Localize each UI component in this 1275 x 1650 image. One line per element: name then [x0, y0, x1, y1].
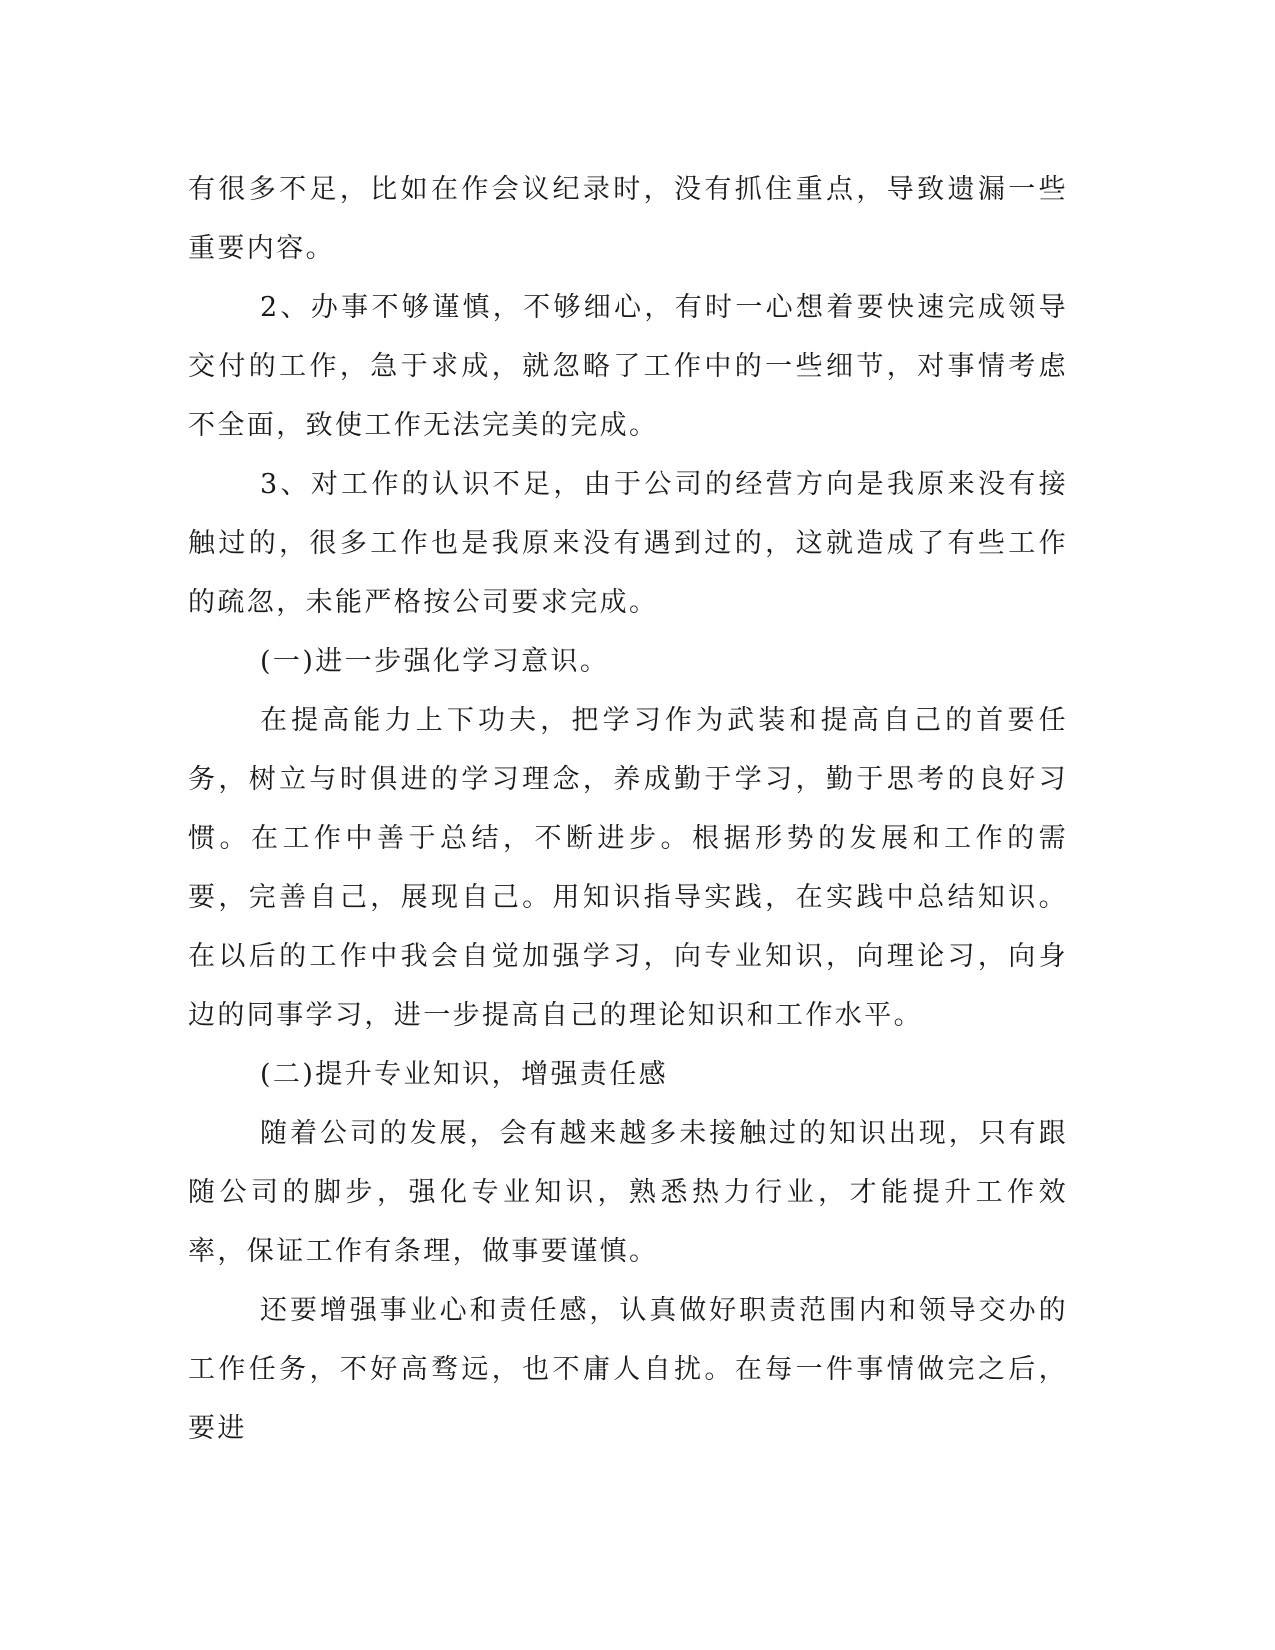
section-heading-2: (二)提升专业知识，增强责任感 — [260, 1059, 669, 1090]
paragraph-section-1-body: 在提高能力上下功夫，把学习作为武装和提高自己的首要任务，树立与时俱进的学习理念，养成勤于学习，勤于思考的良好习惯。在工作中善于总结，不断进步。根据形势的发展和工作的需要，完善自己，展现自己。用知识指导实践，在实践中总结知识。在以后的工作中我会自觉加强学习，向专业知识，向理论习，向身边的同事学习，进一步提高自己的理论知识和工作水平。 — [188, 705, 1068, 1031]
paragraph-section-2-body-2: 还要增强事业心和责任感，认真做好职责范围内和领导交办的工作任务，不好高骛远，也不庸人自扰。在每一件事情做完之后，要进 — [188, 1295, 1068, 1444]
paragraph-item-2: 2、办事不够谨慎，不够细心，有时一心想着要快速完成领导交付的工作，急于求成，就忽略了工作中的一些细节，对事情考虑不全面，致使工作无法完美的完成。 — [188, 292, 1068, 441]
document-body — [188, 160, 1068, 1458]
paragraph-section-2-body-1: 随着公司的发展，会有越来越多未接触过的知识出现，只有跟随公司的脚步，强化专业知识，熟悉热力行业，才能提升工作效率，保证工作有条理，做事要谨慎。 — [188, 1118, 1068, 1267]
section-heading-1: (一)进一步强化学习意识。 — [260, 646, 610, 677]
paragraph-item-3: 3、对工作的认识不足，由于公司的经营方向是我原来没有接触过的，很多工作也是我原来没有遇到过的，这就造成了有些工作的疏忽，未能严格按公司要求完成。 — [188, 469, 1068, 618]
paragraph-continuation: 有很多不足，比如在作会议纪录时，没有抓住重点，导致遗漏一些重要内容。 — [188, 174, 1068, 264]
